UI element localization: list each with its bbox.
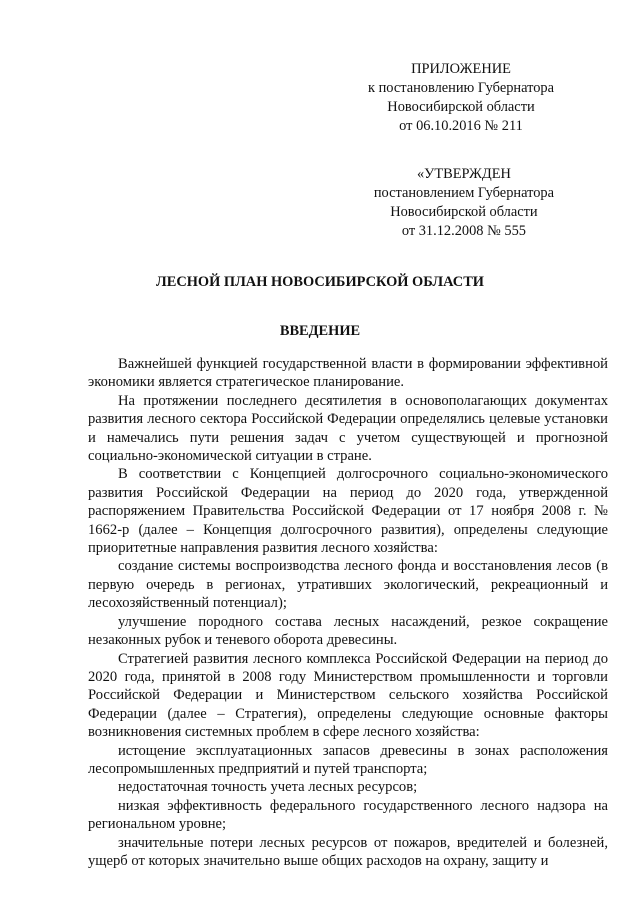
paragraph: улучшение породного состава лесных насаждений, резкое сокращение незаконных рубок и теневого оборота древесины.	[88, 613, 608, 649]
appendix-line: Новосибирской области	[387, 99, 535, 115]
paragraph: В соответствии с Концепцией долгосрочного социально-экономического развития Российской Федерации на период до 2020 года, утвержденной распоряжением Правительства Российской Федерации от 17 ноября 2008 г. № 1662-р (далее – Концепция долгосрочного развития), определены следующие приоритетные направления развития лесного хозяйства:	[88, 466, 608, 557]
approval-line: Новосибирской области	[390, 204, 538, 220]
paragraph: низкая эффективность федерального государственного лесного надзора на региональном уровне;	[88, 797, 608, 833]
approval-line: «УТВЕРЖДЕН	[416, 166, 511, 182]
document-title: ЛЕСНОЙ ПЛАН НОВОСИБИРСКОЙ ОБЛАСТИ	[156, 274, 484, 290]
paragraph: Стратегией развития лесного комплекса Российской Федерации на период до 2020 года, принятой в 2008 году Министерством промышленности и торговли Российской Федерации и Министерством сельского хозяйства Российской Федерации (далее – Стратегия), определены следующие основные факторы возникновения системных проблем в сфере лесного хозяйства:	[88, 650, 608, 741]
appendix-line: ПРИЛОЖЕНИЕ	[411, 61, 511, 77]
appendix-line: от 06.10.2016 № 211	[399, 118, 523, 134]
approval-line: от 31.12.2008 № 555	[401, 223, 526, 239]
paragraph: недостаточная точность учета лесных ресурсов;	[118, 779, 418, 796]
paragraph: значительные потери лесных ресурсов от пожаров, вредителей и болезней, ущерб от которых значительно выше общих расходов на охрану, защиту и	[88, 834, 608, 869]
section-title: ВВЕДЕНИЕ	[279, 323, 361, 339]
paragraph: На протяжении последнего десятилетия в основополагающих документах развития лесного сектора Российской Федерации определялись целевые установки и намечались пути решения задач с учетом существующей и прогнозной социально-экономической ситуации в стране.	[88, 392, 608, 465]
paragraph: истощение эксплуатационных запасов древесины в зонах расположения лесопромышленных предприятий и путей транспорта;	[88, 742, 608, 777]
paragraph: Важнейшей функцией государственной власти в формировании эффективной экономики является стратегическое планирование.	[88, 356, 608, 391]
approval-line: постановлением Губернатора	[373, 185, 554, 201]
appendix-stamp	[368, 60, 554, 136]
paragraph: создание системы воспроизводства лесного фонда и восстановления лесов (в первую очередь в регионах, утративших экологический, рекреационный и лесохозяйственный потенциал);	[88, 558, 608, 612]
approval-stamp	[374, 165, 554, 241]
document-body	[88, 355, 608, 870]
appendix-line: к постановлению Губернатора	[368, 80, 554, 96]
